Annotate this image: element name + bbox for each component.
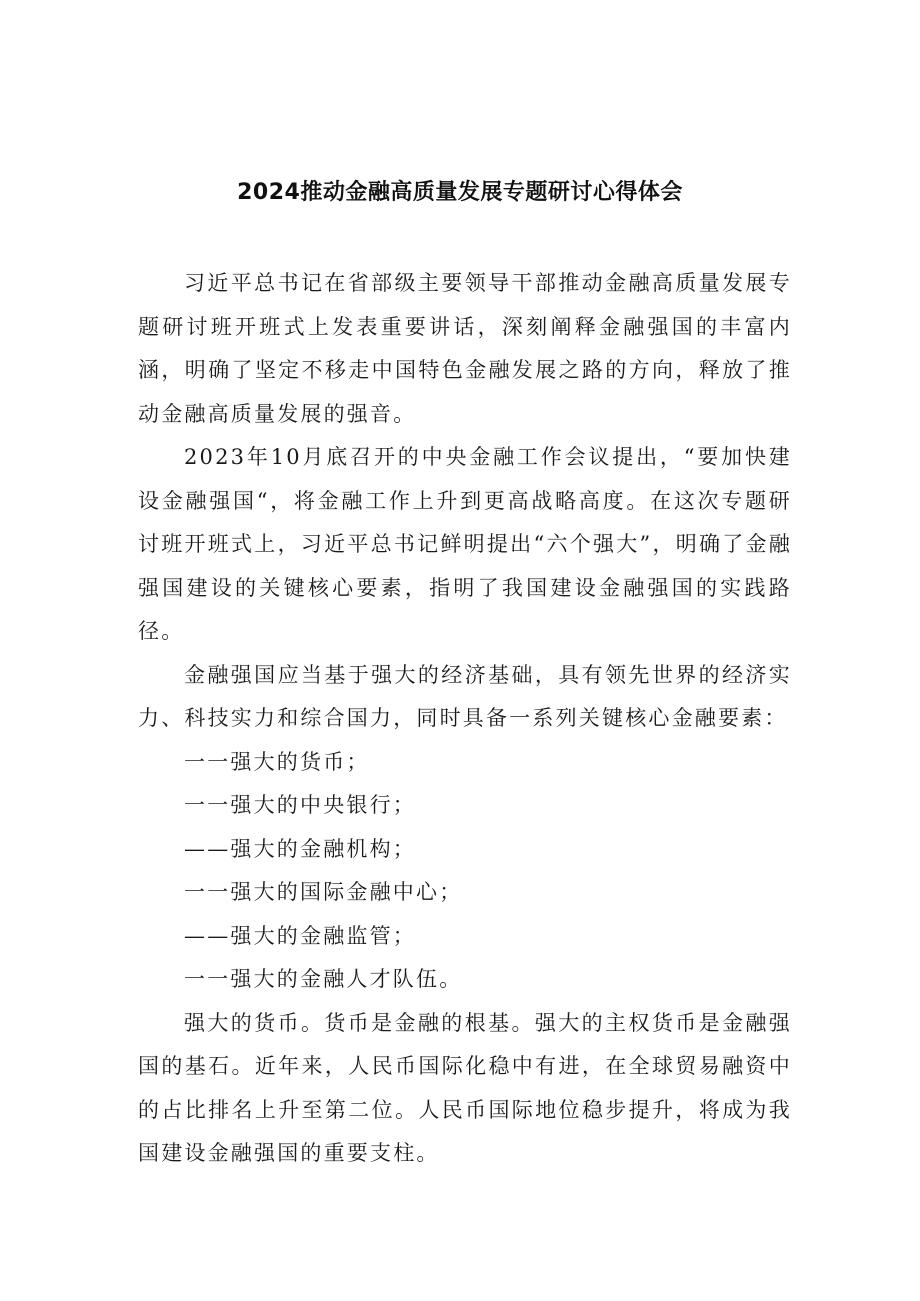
list-item: ——强大的金融监管； [184,923,416,948]
list-item: 一一强大的金融人才队伍。 [184,967,463,991]
list-item: 一一强大的国际金融中心； [184,880,463,904]
paragraph-intro: 习近平总书记在省部级主要领导干部推动金融高质量发展专题研讨班开班式上发表重要讲话，深刻阐释金融强国的丰富内涵，明确了坚定不移走中国特色金融发展之路的方向，释放了推动金融高质量发展的强音。 [138,271,792,426]
list-item: 一一强大的中央银行； [184,793,416,817]
list-item: 一一强大的货币； [184,749,370,774]
paragraph-conference: 2023年10月底召开的中央金融工作会议提出，“要加快建设金融强国“，将金融工作上升到更高战略高度。在这次专题研讨班开班式上，习近平总书记鲜明提出“六个强大”，明确了金融强国建设的关键核心要素，指明了我国建设金融强国的实践路径。 [138,445,792,643]
document-body [138,262,792,1176]
list-item: ——强大的金融机构； [184,836,416,861]
document-title: 2024推动金融高质量发展专题研讨心得体会 [237,180,683,205]
paragraph-currency: 强大的货币。货币是金融的根基。强大的主权货币是金融强国的基石。近年来，人民币国际化稳中有进，在全球贸易融资中的占比排名上升至第二位。人民币国际地位稳步提升，将成为我国建设金融强国的重要支柱。 [138,1010,792,1165]
paragraph-elements: 金融强国应当基于强大的经济基础，具有领先世界的经济实力、科技实力和综合国力，同时具备一系列关键核心金融要素： [138,662,792,730]
